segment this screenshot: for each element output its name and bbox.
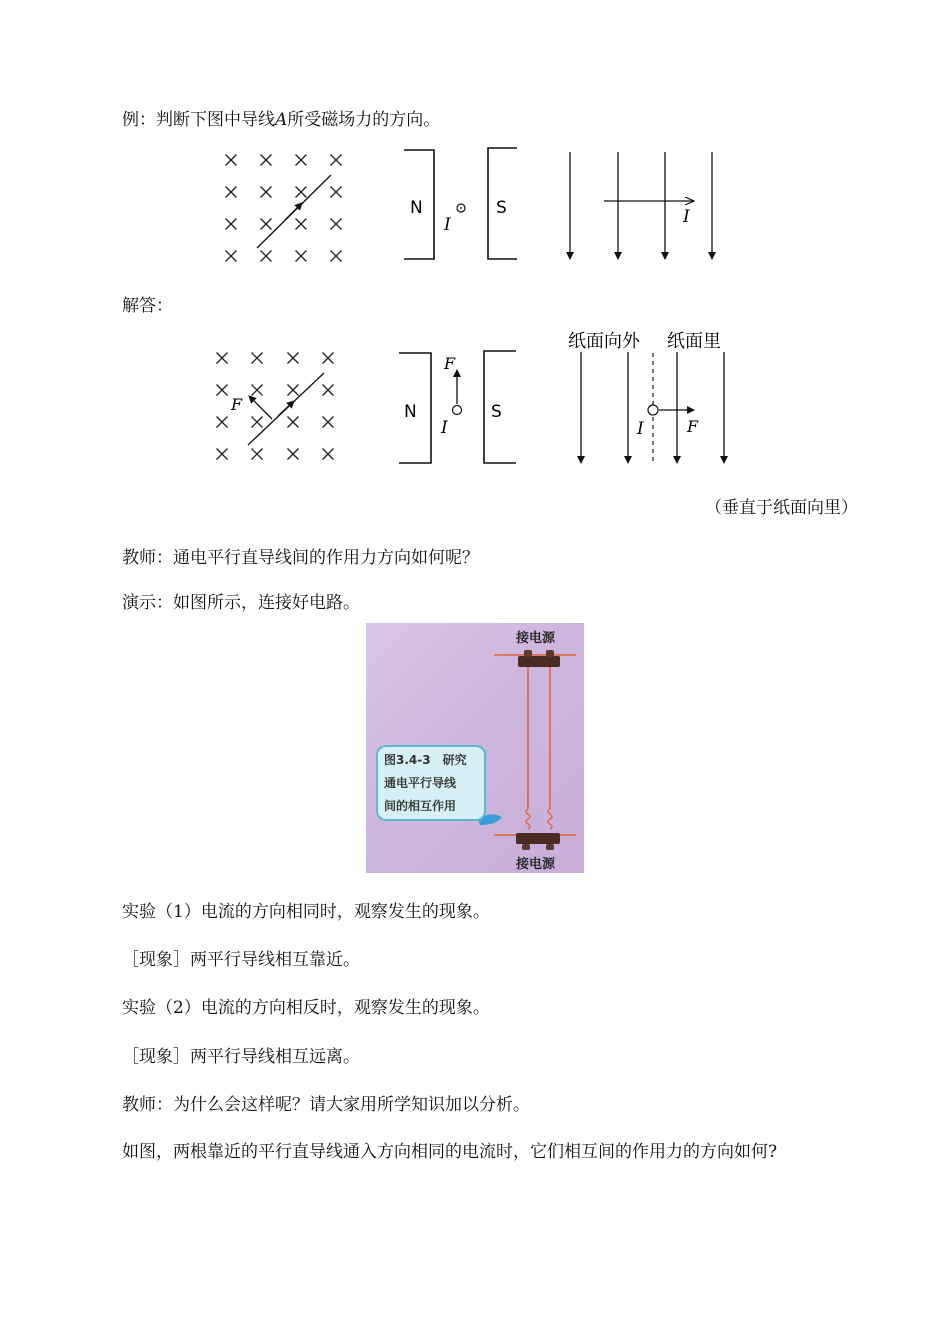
caption-line-3: 间的相互作用 <box>384 799 457 813</box>
current-label-q3: I <box>683 207 690 227</box>
force-label-a3: F <box>687 417 699 436</box>
force-arrow-answer-1 <box>249 396 272 419</box>
teacher-question-1: 教师：通电平行直导线间的作用力方向如何呢？ <box>122 548 479 568</box>
demo-instruction: 演示：如图所示，连接好电路。 <box>122 593 360 613</box>
current-out-symbol-a3 <box>648 405 658 415</box>
field-lines-question <box>570 152 712 259</box>
current-label-a3: I <box>637 419 644 439</box>
field-into-page-question <box>226 155 342 262</box>
phenomenon-1: ［现象］两平行导线相互靠近。 <box>122 950 360 970</box>
photo-caption <box>376 745 486 821</box>
example-question: 例：判断下图中导线A所受磁场力的方向。 <box>122 110 441 130</box>
force-label-a2: F <box>444 354 456 373</box>
experiment-2: 实验（2）电流的方向相反时，观察发生的现象。 <box>122 998 490 1018</box>
into-page-label: 纸面里 <box>667 331 721 352</box>
experiment-1: 实验（1）电流的方向相同时，观察发生的现象。 <box>122 902 490 922</box>
north-pole-label-q: N <box>410 198 423 218</box>
south-pole-label-a: S <box>491 402 502 422</box>
current-label-a2: I <box>441 418 448 438</box>
caption-line-2: 通电平行导线 <box>384 776 457 790</box>
current-out-symbol-a <box>453 406 462 415</box>
north-pole-label-a: N <box>404 402 417 422</box>
south-pole-label-q: S <box>496 198 507 218</box>
force-label-a1: F <box>231 395 243 414</box>
out-of-page-label: 纸面向外 <box>568 331 640 352</box>
photo-top-label: 接电源 <box>516 631 556 646</box>
caption-line-1: 图3.4-3 研究 <box>384 753 467 767</box>
experiment-photo <box>366 623 584 873</box>
current-label-q2: I <box>444 215 451 235</box>
final-question: 如图，两根靠近的平行直导线通入方向相同的电流时，它们相互间的作用力的方向如何? <box>122 1142 778 1162</box>
answer-heading: 解答： <box>122 296 173 316</box>
photo-bottom-label: 接电源 <box>516 857 556 872</box>
teacher-question-2: 教师：为什么会这样呢？请大家用所学知识加以分析。 <box>122 1095 530 1115</box>
phenomenon-2: ［现象］两平行导线相互远离。 <box>122 1047 360 1067</box>
answer-note: （垂直于纸面向里） <box>705 498 858 518</box>
